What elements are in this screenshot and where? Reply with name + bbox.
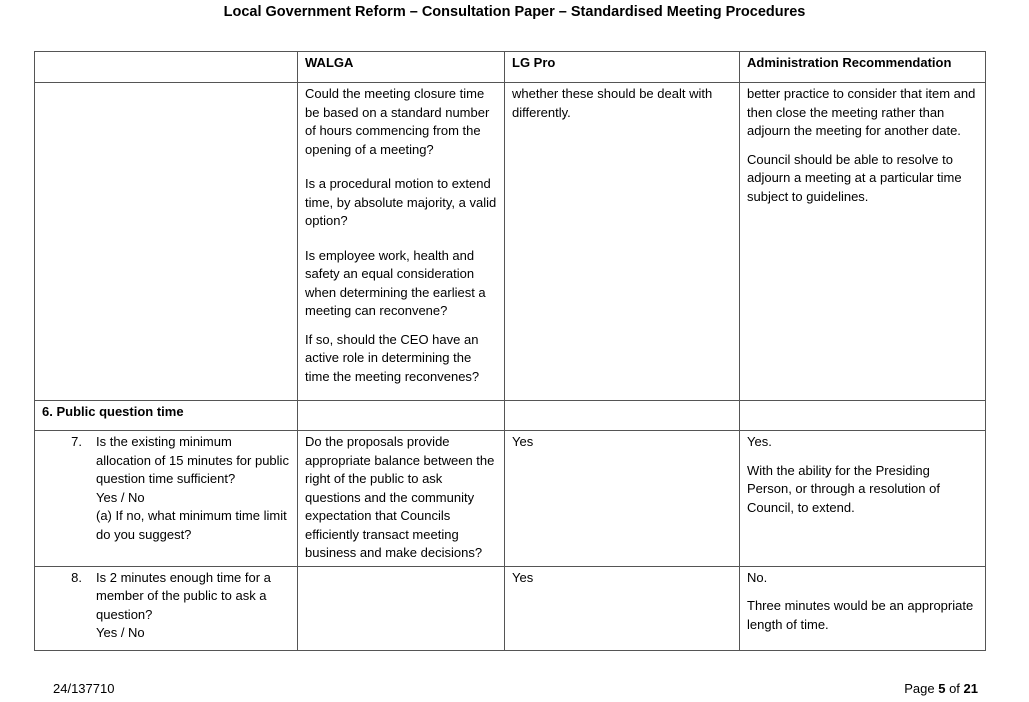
lgpro-cell: [505, 83, 740, 401]
admin-paragraph: With the ability for the Presiding Person, or through a resolution of Council, to extend.: [747, 462, 940, 515]
admin-paragraph: Yes.: [747, 434, 772, 449]
admin-cell: [740, 566, 986, 650]
page-number: Page 5 of 21: [904, 681, 978, 696]
header-admin-recommendation: Administration Recommendation: [740, 52, 986, 83]
walga-cell: [298, 83, 505, 401]
table-row: [35, 83, 986, 401]
question-text: Is 2 minutes enough time for a member of the public to ask a question?: [96, 569, 271, 622]
lgpro-cell: Yes: [505, 431, 740, 567]
section-title: 6. Public question time: [35, 401, 298, 431]
current-page: 5: [938, 681, 946, 696]
walga-paragraph: Is a procedural motion to extend time, by absolute majority, a valid option?: [305, 176, 497, 228]
table-row: [35, 431, 986, 567]
question-subquestion: (a) If no, what minimum time limit do you suggest?: [96, 508, 287, 542]
table-row: [35, 566, 986, 650]
question-answer-options: Yes / No: [96, 489, 145, 505]
admin-paragraph: Council should be able to resolve to adjourn a meeting at a particular time subject to guidelines.: [747, 151, 962, 204]
walga-paragraph: Is employee work, health and safety an equal consideration when determining the earliest a meeting can reconvene?: [305, 247, 486, 318]
question-text: Is the existing minimum allocation of 15 minutes for public question time sufficient?: [96, 434, 289, 486]
question-cell: [35, 83, 298, 401]
admin-paragraph: better practice to consider that item and then close the meeting rather than adjourn the meeting for another date.: [747, 86, 976, 138]
walga-cell: Do the proposals provide appropriate balance between the right of the public to ask questions and the community expectation that Councils efficiently transact meeting business and make decisions?: [298, 431, 505, 567]
walga-paragraph: Could the meeting closure time be based on a standard number of hours commencing from the opening of a meeting?: [305, 86, 490, 157]
section-row: [35, 401, 986, 431]
total-pages: 21: [963, 681, 978, 696]
question-number: 7.: [71, 434, 82, 449]
header-walga: WALGA: [298, 52, 505, 83]
question-number: 8.: [71, 569, 82, 585]
table-header-row: [35, 52, 986, 83]
admin-paragraph: No.: [747, 569, 768, 585]
document-reference: 24/137710: [53, 681, 115, 696]
lgpro-paragraph: whether these should be dealt with differently.: [512, 86, 713, 120]
walga-paragraph: If so, should the CEO have an active role in determining the time the meeting reconvenes?: [305, 331, 480, 384]
admin-cell: [740, 431, 986, 567]
page-title: Local Government Reform – Consultation Paper – Standardised Meeting Procedures: [223, 4, 806, 20]
question-answer-options: Yes / No: [96, 625, 145, 640]
header-question: [35, 52, 298, 83]
question-cell: [35, 566, 298, 650]
admin-paragraph: Three minutes would be an appropriate length of time.: [747, 598, 974, 632]
lgpro-cell: Yes: [505, 566, 740, 650]
header-lgpro: LG Pro: [505, 52, 740, 83]
walga-cell: [298, 566, 505, 650]
question-cell: [35, 431, 298, 567]
consultation-table: [34, 51, 986, 651]
admin-cell: [740, 83, 986, 401]
